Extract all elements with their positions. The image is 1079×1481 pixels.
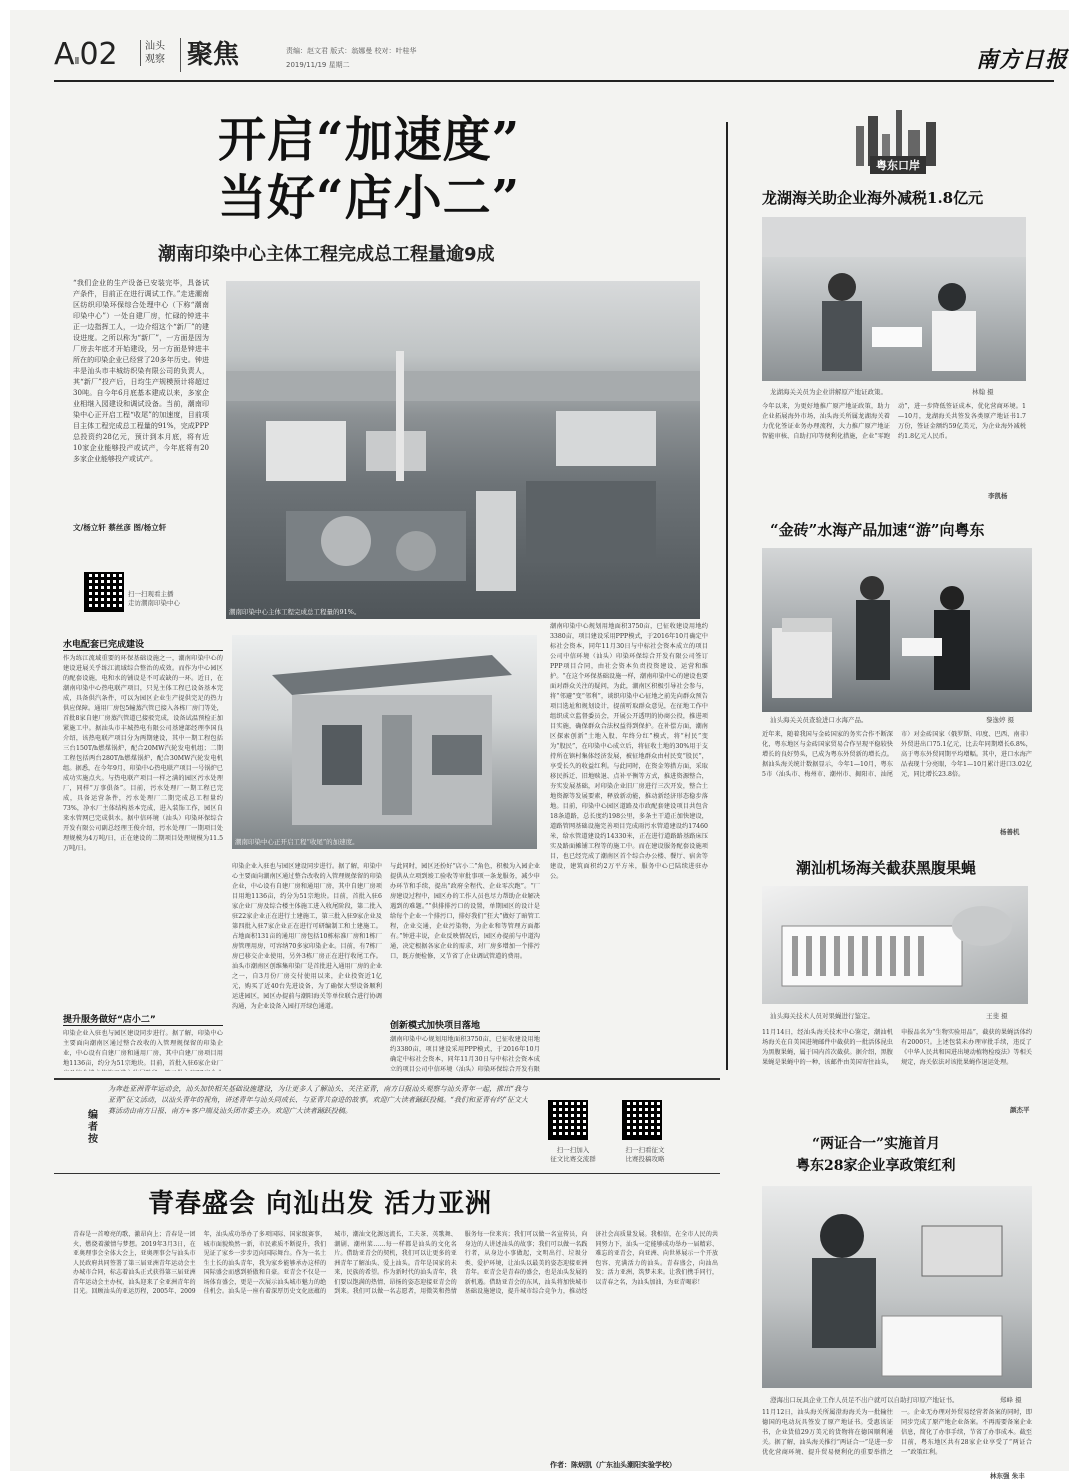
article1-photo-graphic [762,217,1026,381]
article3-caption: 汕头海关技术人员对果蝇进行鉴定。 [770,1012,874,1020]
article2-title: “金砖”水海产品加速“游”向粤东 [770,521,985,539]
article2-caption: 汕头海关关员查验进口水海产品。 [770,716,868,724]
lead-subhead: 潮南印染中心主体工程完成总工程量逾9成 [158,244,495,265]
page-number [54,38,118,79]
sec2-text-col1: 印染企业入驻也与园区建设同步进行。据了解，印染中心主要面向潮南区通过整合改收的入管理规保留的印染企业，中心设有自建厂房和通用厂房，其中自建厂房项目用地1136亩，约分为51宗地块。目前，首批入驻6家企业厂 [63,1030,223,1067]
lead-qr-caption: 扫一扫观看主播 走访潮南印染中心 [128,590,180,607]
sec1-title: 水电配套已完成建设 [63,640,145,650]
aerial-photo [226,281,700,619]
page-sub: Ⅱ [74,56,80,67]
article4-text: 11月12日，汕头海关所属澄海海关为一批输往德国的电动玩具签发了原产地证书。受惠该证书，企业货值29万美元的货物将在德国顺利通关。据了解，汕头海关推行“两证合一”是进一步优化营商环境、提升贸易便利化的重要举措之一。企业无办理对外贸易经营者备案的同时，即同步完成了原产地企业备案。不再需要备案企业信息，简化了办事手续，节省了办事成本。截至目前，粤东地区共有28家企业享受了“两证合一”政策红利。 [762,1409,1032,1456]
article3-photographer: 王斐 摄 [986,1012,1008,1020]
sec3-title-rule [390,1031,540,1032]
sec3-text-col4: 潮南印染中心规划用地面积3750亩，已征收建设用地约3380亩，项目建设采用PPP模式，于2016年10月确定中标社会资本，同年11月30日与中标社会资本成立的项目公司中信环境（汕头）印染环保综合开发有限公司签订PPP项目合同，由社会资本负责投资建设、运营和维护。“在这个环保基础设施一样，潮南印染中心的建设也要面对群众关注的疑问，为此，潮南区积极引导社会参与，将“邻避”变“邻利”，谈织印染中心征地之前先向群众预告项目选址和规划设计，提前听取群众意见，在征地工作中组织成立监督委员会，开展公开透明的协商公投，推进项目实施，确保群众合法权益得到保护。在补偿方面，潮南区探索创新“土地入股、年终分红”模式，将“村民”变为“股民”，在印染中心成立后，将征收土地的30%用于支持所在镇村集体经济发展，被征地群众由村民变“股民”，享受长久的收益红利。与此同时，在资金筹措方面，采取移民拆迁、旧地赎退、点补平衡等方式，推进资源整合，夯实发展基础，对印染企业旧厂房进行三次开发，整合土地资源等发展要素，释放新动能，推动新经济形态稳步落地。目前，印染中心园区道路及市政配套建设项目共包含18条道路，总长度约198公里，多条主干道正加快建设，道路管网基础设施完善项目完成雨污水管道建设约17460米，给水管道建设约14330米，正在进行道路路基路床压实及路面摊铺工程等的施工中。而在建设服务配套设施项目，也已经完成了潮南区首个综合办公楼、餐厅、宿舍等建设，建筑面积约2万平方米，服务中心已陆续进驻办公。 [550,623,708,880]
article3-photo-graphic [762,886,1028,1004]
article3-text: 11月14日，经汕头海关技术中心鉴定，潮汕机场海关在自美国进境邮件中截获的一批活体昆虫为黑腹果蝇，属于国内首次截获。据介绍，黑腹果蝇是果蝇中的一种，该邮件由美国寄往汕头，申报品名为“生物实验用品”，截获的果蝇活体约有2000只。上述包装未办理审批手续，违反了《中华人民共和国进出境动植物检疫法》等相关规定，海关依法对该批果蝇作退运处理。 [762,1029,1032,1066]
right-column-rule [726,122,728,1070]
sec1-text: 作为练江流域重要的环保基础设施之一，潮南印染中心的建设进展关乎练江流域综合整治的成效。而作为中心园区的配套设施，电和水的铺设是不可或缺的一环。近日，在潮南印染中心热电联产项目，只见主体工程已设备基本完成，具备供汽条件，可以为园区企业生产提供完足的热力供应保障。通用厂房包5幢蒸汽管已接入各栋厂房门等处，首批8家自建厂房蒸汽管道已接驳完成，设备试温预检正加紧施工中。据汕头市丰城热电有限公司基建部经理李国良介绍，该热电联产项目分为两期建设，其中一期工程包括三台150T/h燃煤锅炉，配合20MW汽轮发电机组；二期工程包括两台280T/h燃煤锅炉，配合30MW汽轮发电机组。据悉，在今年9月，印染中心热电联产项目一号锅炉已成功实施点火。与热电联产项目一样之满的园区污水处理厂，同样“万事俱备”。目前，污水处理厂一期工程已完成，具备运营条件，污水处理厂二期完成总工程量约73%，净水厂主体结构基本完成，进入装饰工作，园区自来水管网已完成供水。据中信环境（汕头）印染环保综合开发有限公司副总经理王俊介绍，污水处理厂一期项目处理规模为4万吨/日，正在建设的二期项目处理规模为11.5万吨/日。 [63,655,223,852]
article1-author: 李凯杨 [988,492,1008,500]
essay-group-qr-caption: 扫一扫加入 征文比赛交流群 [550,1146,596,1163]
page-num: 02 [79,37,118,72]
essay-group-qr[interactable] [548,1100,588,1140]
construction-photo-caption: 潮南印染中心正开启工程“收尾”的加速度。 [235,838,359,846]
article4-photo-graphic [762,1186,1032,1388]
article4-photo [762,1186,1032,1388]
construction-photo-graphic [232,635,537,849]
article1-photo [762,217,1026,381]
section-small-label: 汕头 观察 [140,40,174,66]
article3-author: 颜杰平 [1010,1106,1030,1114]
article4-caption: 澄海出口玩具企业工作人员足不出户就可以自助打印原产地证书。 [770,1396,959,1404]
sec2-text-col2: 印染企业入驻也与园区建设同步进行。据了解，印染中心主要面向潮南区通过整合改收的入管理规保留的印染企业，中心设有自建厂房和通用厂房，其中自建厂房项目用地1136亩，约分为51宗地块。目前，首批入驻6家企业厂房及综合楼主体施工进入收尾阶段，第二批入驻22家企业正在进行土建施工，第三批入驻9家企业及第四批入驻7家企业正在进行可研编制工和土建施工。占地面积131亩的通用厂房包括10栋标准厂房和1栋厂房管理用房，可容纳70多家印染企业。目前，有7栋厂房已移交企业使用，另外3栋厂房正在进行收尾工作。汕头市潮南区创维集印染厂是首批进入通用厂房的企业之一，自3月份厂房交付使用以来，企业投资近1亿元，购买了近40台先进设备，为了确保大型设备顺利运进园区，园区办提前与潮阳海关等单位联合进行协调沟通，为企业设备入园打开绿色通道。 [232,863,382,1010]
aerial-photo-caption: 潮南印染中心主体工程完成总工程量的91%。 [229,608,361,616]
article2-text: 近年来，随着我国与金砖国家的务实合作不断深化，粤东地区与金砖国家贸易合作呈现平稳较快增长的良好势头，已成为粤东外贸新的增长点。据汕头海关统计数据显示，今年1—10月，粤东5市（汕头市、梅州市、潮州市、揭阳市、汕尾市）对金砖国家（俄罗斯、印度、巴西、南非）外贸进出口75.1亿元，比去年同期增长6.8%，高于粤东外贸同期平均增幅。其中，进口水海产品表现十分亮眼，今年1—10月累计进口3.02亿元，同比增长23.8倍。 [762,731,1032,778]
article2-author: 杨善机 [1000,828,1020,836]
article3-title: 潮汕机场海关截获黑腹果蝇 [796,859,977,877]
article2-photo-graphic [762,548,1032,712]
sec2-title-rule [63,1025,223,1026]
lead-qr-code[interactable] [84,572,124,612]
construction-photo [232,635,537,849]
column-badge: 粤东口岸 [870,156,926,174]
lead-headline-line1: 开启“加速度” [218,112,521,168]
article3-photo [762,886,1028,1004]
editors-note-text: 为奔赴亚洲青年运动会，汕头加快相关基础设施建设，为让更多人了解汕头、关注亚青，南方日报汕头观察与汕头青年一起，推出“我与亚青”征文活动，以汕头青年的视角，讲述青年与汕头同成长、与亚青共奋进的故事。欢迎广大读者踊跃投稿。“我们和亚青有约”征文大赛活动由南方日报、南方+客户端及汕头团市委主办。欢迎广大读者踊跃投稿。 [108,1085,528,1115]
article4-photographer: 郑峰 摄 [1000,1396,1022,1404]
essay-headline: 青春盛会 向汕出发 活力亚洲 [148,1189,493,1219]
lead-intro-text: “我们企业的生产设备已安装完毕，具备试产条件，目前正在进行调试工作。”走进潮南区纺织印染环保综合处理中心（下称“潮南印染中心”）一处自建厂房，忙碌的钟进丰正一边指挥工人，一边介绍这个“新厂”的建设进度。之所以称为“新厂”，一方面是因为厂房去年底才开始建设，另一方面是钟进丰所在的印染企业已经营了20多年历史。钟进丰是汕头市丰城纺织染有限公司的负责人，其“新厂”投产后，日均生产规模预计将超过30吨。自今年6月底基本建成以来，多家企业相继入园建设和调试设备。当前，潮南印染中心正开启工程“收尾”的加速度，目前项目主体工程完成总工程量的91%，完成PPP总投资约28亿元，预计到本月底，将有近10家企业能够投产或试产，今年底将有20多家企业能够投产或试产。 [73,279,209,463]
article1-title: 龙湖海关助企业海外减税1.8亿元 [762,189,984,207]
sec2-text-col3: 与此同时，园区还扮好“店小二”角色，积极为入园企业提供从立项到竣工验收等审批事项一条龙服务，减少申办环节和手续，提出“政府全程代、企业零次跑”。“厂房建设过程中，园区办的工作人员也尽力帮助企业解决遇到的难题。”“供排排污口的设置，单期园区的设计是给每个企业一个排污口，排好我们“狂大”做好了暗管工程，企业交通，企业污染物，为企业和等管理方面都有。”钟进丰说，企业反映情况后，园区办提前与中道沟通，决定根据各家企业的需求，对厂房多增加一个排污口，既方便检修，又节省了企业调试管道的费用。 [390,863,540,960]
article4-title-line2: 粤东28家企业享政策红利 [796,1158,956,1174]
lead-byline: 文/杨立轩 蔡丝彦 图/杨立轩 [73,523,167,532]
section-title: 聚焦 [180,38,239,72]
page-letter: A [54,37,75,72]
issue-date: 2019/11/19 星期二 [286,61,350,69]
article2-photo [762,548,1032,712]
sec1-title-rule [63,650,223,651]
article1-text: 今年以来，为更好地推广原产地证政策，助力企业拓展海外市场，汕头海关所属龙湖海关着力优化签证业务办理流程，大力推广原产地证智能审核、自助打印等便利化措施，企业“零跑动”，进一步降低签证成本，优化营商环境。1—10月，龙湖海关共签发各类原产地证书1.7万份，签证金额约59亿美元，为企业海外减税约1.8亿元人民币。 [762,403,1026,440]
article1-caption: 龙湖海关关员为企业讲解原产地证政策。 [770,388,887,396]
aerial-photo-graphic [226,281,700,619]
essay-guide-qr-caption: 扫一扫看征文 比赛投稿攻略 [625,1146,665,1163]
lead-headline-line2: 当好“店小二” [218,170,521,226]
paper-logo: 南方日报 [976,47,1069,73]
sec3-title: 创新模式加快项目落地 [390,1021,481,1031]
sec2-title: 提升服务做好“店小二” [63,1015,156,1025]
article4-title-line1: “两证合一”实施首月 [812,1136,941,1152]
essay-text: 青春是一首嘹亮的歌，激昂向上；青春是一团火，燃烧着激情与梦想。2019年3月3日，在亚奥理事会全体大会上，亚奥理事会与汕头市人民政府共同签署了第三届亚洲青年运动会主办城市合同，标志着汕头正式获得第三届亚洲青年运动会主办权，汕头迎来了全亚洲青年的目光。回顾汕头的亚运历程，2005年、2009年，汕头成功举办了多项国际、国家级赛事，城市面貌焕然一新，市民素质不断提升，我们见证了家乡一步步迈向国际舞台。作为一名土生土长的汕头青年，我为家乡能够承办这样的国际盛会而感到骄傲和自豪。亚青会不仅是一场体育盛会，更是一次展示汕头城市魅力的绝佳机会。汕头是一座有着深厚历史文化底蕴的城市，潮汕文化源远流长，工夫茶、英歌舞、潮剧、潮州菜……每一样都是汕头的文化名片。借助亚青会的契机，我们可以让更多的亚洲青年了解汕头、爱上汕头。青年是国家的未来，民族的希望。作为新时代的汕头青年，我们要以饱满的热情、昂扬的姿态迎接亚青会的到来。我们可以做一名志愿者，用微笑和热情服务每一位来宾；我们可以做一名宣传员，向身边的人讲述汕头的故事；我们可以做一名践行者，从身边小事做起，文明出行、垃圾分类、爱护环境，让汕头以最美的姿态迎接亚洲青年。亚青会是青春的盛会，也是汕头发展的新机遇。借助亚青会的东风，汕头将加快城市基础设施建设，提升城市综合竞争力，推动经济社会高质量发展。我相信，在全市人民的共同努力下，汕头一定能够成功举办一届精彩、难忘的亚青会，向亚洲、向世界展示一个开放包容、充满活力的汕头。青春盛会，向汕出发；活力亚洲，筑梦未来。让我们携手同行，以青春之名，为汕头加油，为亚青喝彩！ [73,1231,718,1295]
essay-guide-qr[interactable] [622,1100,662,1140]
article1-photographer: 林翰 摄 [972,388,994,396]
article2-photographer: 黎逸婷 摄 [986,716,1015,724]
sec3-text-col3: 潮南印染中心规划用地面积3750亩，已征收建设用地约3380亩，项目建设采用PPP模式，于2016年10月确定中标社会资本，同年11月30日与中标社会资本成立的项目公司中信环境（汕头）印染环保综合开发有限 [390,1036,540,1073]
editor-credits: 责编：赵文君 版式：翁娜曼 校对：叶桂华 [286,47,417,55]
article4-author: 林东强 朱丰 [990,1472,1025,1480]
essay-author: 作者：陈炳凯（广东汕头潮阳实验学校） [550,1461,676,1469]
masthead-rule [54,80,1054,82]
editors-note-label: 编者按 [88,1110,98,1145]
